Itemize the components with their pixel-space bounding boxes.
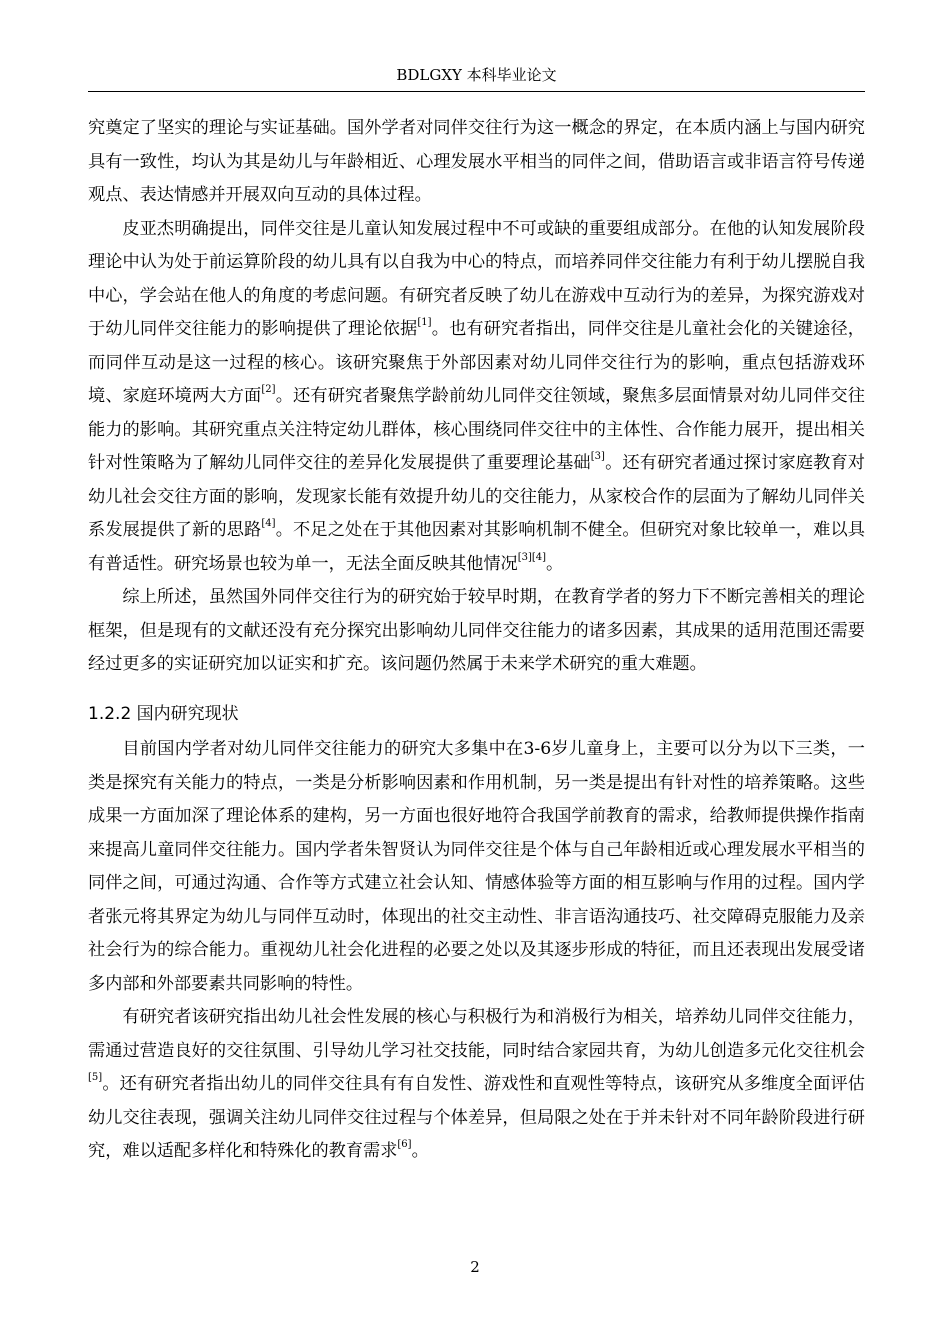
- citation-ref: [6]: [397, 1139, 412, 1150]
- paragraph-3: 综上所述，虽然国外同伴交往行为的研究始于较早时期，在教育学者的努力下不断完善相关的理论框架，但是现有的文献还没有充分探究出影响幼儿同伴交往能力的诸多因素，其成果的适用范围还需要经过更多的实证研究加以证实和扩充。该问题仍然属于未来学术研究的重大难题。: [88, 587, 865, 674]
- section-title: 国内研究现状: [136, 703, 239, 724]
- header-divider: [88, 91, 865, 92]
- section-heading: [88, 698, 865, 732]
- paragraph-2-text-2: 。也有研究者指出，同伴交往是儿童社会化的关键途径，而同伴互动是这一过程的核心。该研究聚焦于外部因素对幼儿同伴交往行为的影响，重点包括游戏环境、家庭环境两大方面: [88, 319, 865, 406]
- paragraph-5-text-1: 有研究者该研究指出幼儿社会性发展的核心与积极行为和消极行为相关，培养幼儿同伴交往能力，需通过营造良好的交往氛围、引导幼儿学习社交技能，同时结合家园共育，为幼儿创造多元化交往机会: [88, 1007, 865, 1061]
- citation-ref: [4]: [261, 518, 276, 529]
- citation-ref: [3]: [590, 451, 605, 462]
- page-number: 2: [470, 1258, 480, 1276]
- paragraph-2-text-5: 。不足之处在于其他因素对其影响机制不健全。但研究对象比较单一，难以具有普适性。研究场景也较为单一，无法全面反映其他情况: [88, 520, 865, 574]
- paragraph-2-text-4: 。还有研究者通过探讨家庭教育对幼儿社会交往方面的影响，发现家长能有效提升幼儿的交往能力，从家校合作的层面为了解幼儿同伴关系发展提供了新的思路: [88, 453, 865, 540]
- paragraph-2: [88, 213, 865, 582]
- citation-ref: [2]: [261, 384, 276, 395]
- running-header: BDLGXY 本科毕业论文: [396, 66, 557, 84]
- paragraph-5: [88, 1001, 865, 1169]
- page-body: [88, 112, 865, 1169]
- paragraph-2-text-3: 。还有研究者聚焦学龄前幼儿同伴交往领域，聚焦多层面情景对幼儿同伴交往能力的影响。其研究重点关注特定幼儿群体，核心围绕同伴交往中的主体性、合作能力展开，提出相关针对性策略为了解幼儿同伴交往的差异化发展提供了重要理论基础: [88, 386, 865, 473]
- paragraph-1: 究奠定了坚实的理论与实证基础。国外学者对同伴交往行为这一概念的界定，在本质内涵上与国内研究具有一致性，均认为其是幼儿与年龄相近、心理发展水平相当的同伴之间，借助语言或非语言符号传递观点、表达情感并开展双向互动的具体过程。: [88, 118, 865, 205]
- paragraph-2-text-6: 。: [546, 553, 564, 574]
- citation-ref: [4]: [531, 551, 547, 563]
- paragraph-5-text-3: 。: [411, 1141, 429, 1161]
- paragraph-4: 目前国内学者对幼儿同伴交往能力的研究大多集中在3-6岁儿童身上，主要可以分为以下三类，一类是探究有关能力的特点，一类是分析影响因素和作用机制，另一类是提出有针对性的培养策略。这些成果一方面加深了理论体系的建构，另一方面也很好地符合我国学前教育的需求，给教师提供操作指南来提高儿童同伴交往能力。国内学者朱智贤认为同伴交往是个体与自己年龄相近或心理发展水平相当的同伴之间，可通过沟通、合作等方式建立社会认知、情感体验等方面的相互影响与作用的过程。国内学者张元将其界定为幼儿与同伴互动时，体现出的社交主动性、非言语沟通技巧、社交障碍克服能力及亲社会行为的综合能力。重视幼儿社会化进程的必要之处以及其逐步形成的特征，而且还表现出发展受诸多内部和外部要素共同影响的特性。: [88, 739, 865, 994]
- citation-ref: [3]: [517, 551, 532, 563]
- citation-ref: [1]: [417, 317, 432, 328]
- paragraph-5-text-2: 。还有研究者指出幼儿的同伴交往具有有自发性、游戏性和直观性等特点，该研究从多维度全面评估幼儿交往表现，强调关注幼儿同伴交往过程与个体差异，但局限之处在于并未针对不同年龄阶段进行研究，难以适配多样化和特殊化的教育需求: [88, 1074, 865, 1161]
- section-number: 1.2.2: [88, 703, 132, 724]
- citation-ref: [5]: [88, 1072, 103, 1083]
- paragraph-2-text-1: 皮亚杰明确提出，同伴交往是儿童认知发展过程中不可或缺的重要组成部分。在他的认知发展阶段理论中认为处于前运算阶段的幼儿具有以自我为中心的特点，而培养同伴交往能力有利于幼儿摆脱自我中心，学会站在他人的角度的考虑问题。有研究者反映了幼儿在游戏中互动行为的差异，为探究游戏对于幼儿同伴交往能力的影响提供了理论依据: [88, 218, 865, 339]
